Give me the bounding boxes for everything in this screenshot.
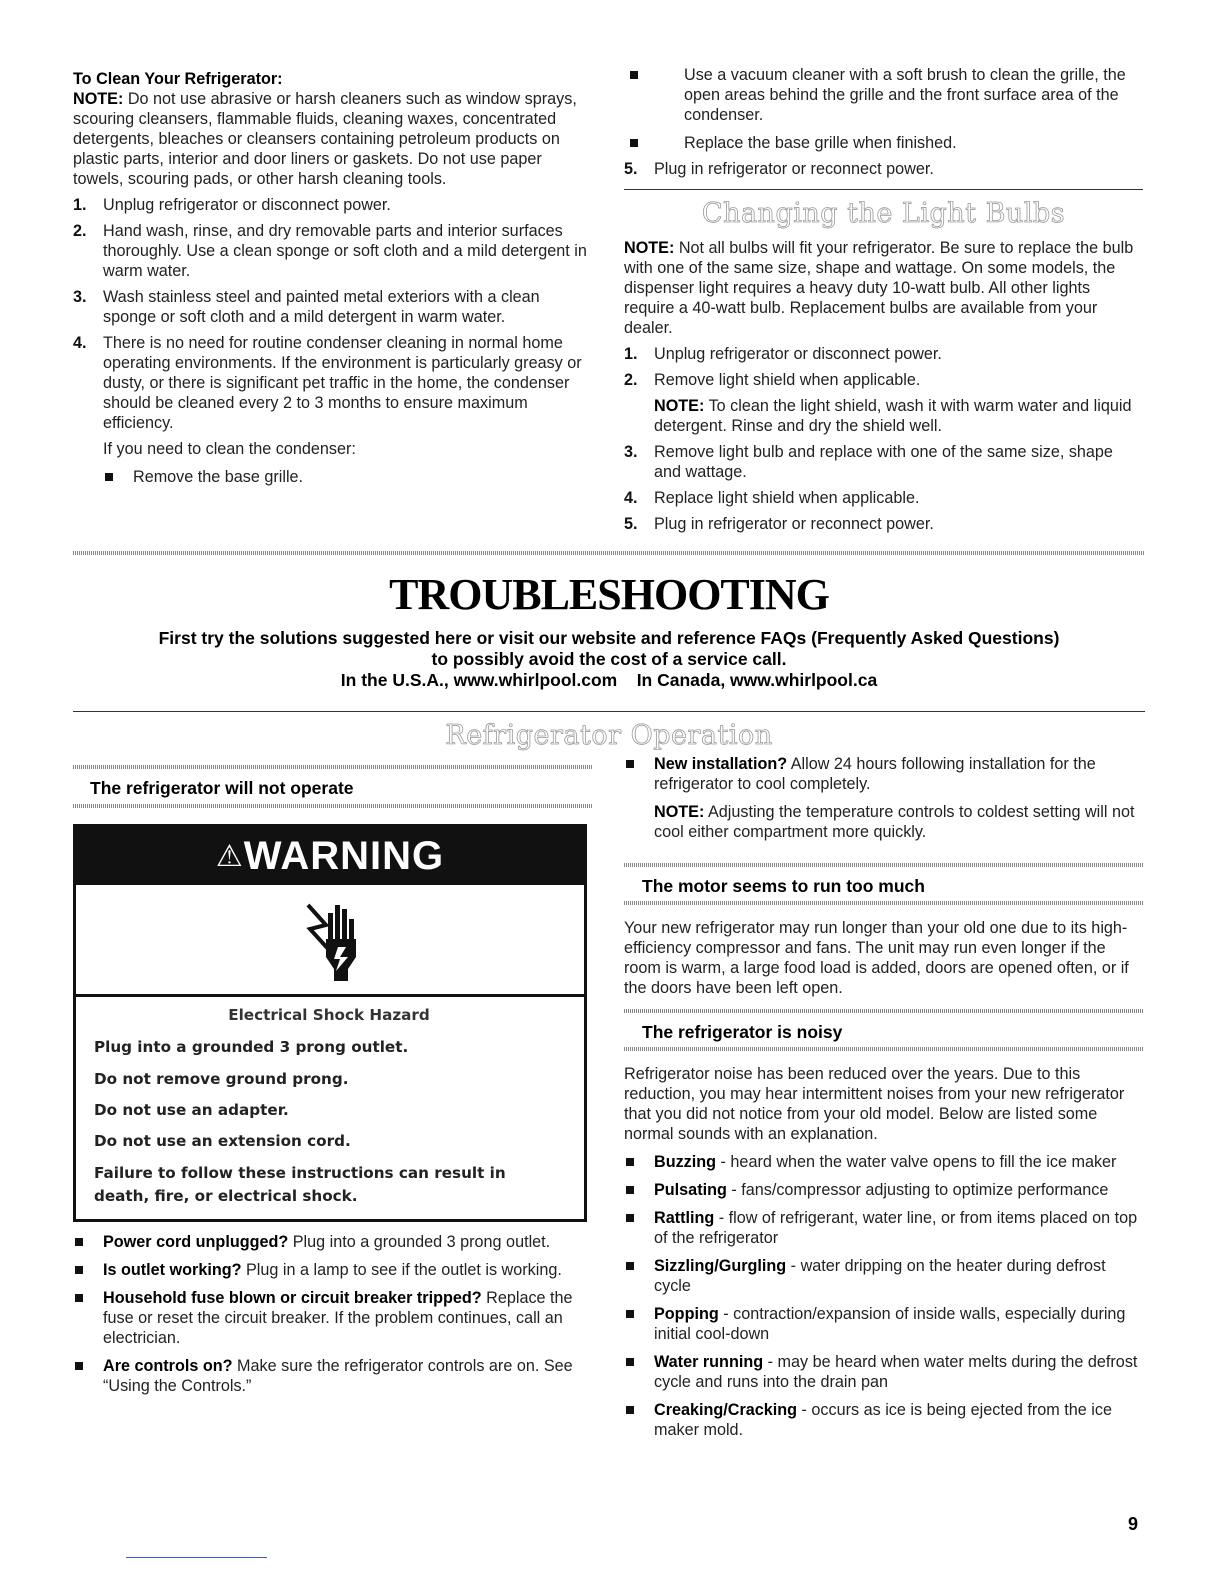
subhead-rule [624,863,1143,867]
noisy-heading: The refrigerator is noisy [642,1022,843,1042]
check-item: Is outlet working? Plug in a lamp to see if the outlet is working. [73,1260,593,1280]
clean-step-list [624,159,1144,179]
light-bulbs-title: Changing the Light Bulbs [701,198,1066,229]
warning-banner: ⚠WARNING [76,827,584,885]
new-installation [624,754,1144,842]
bulbs-step: 1. Unplug refrigerator or disconnect power. [624,345,942,363]
not-operate-checks [73,1228,593,1396]
bulbs-step: 4. Replace light shield when applicable. [624,489,920,507]
sound-item: Buzzing - heard when the water valve opens to fill the ice maker [624,1152,1144,1172]
bulbs-note: NOTE: Not all bulbs will fit your refrigerator. Be sure to replace the bulb with one of the same size, shape and wattage. On some models, the dispenser light requires a heavy duty 10-watt bulb. All other lights require a 40-watt bulb. Replacement bulbs are available from your dealer. [624,239,1134,337]
clean-section-continued [624,65,1144,179]
not-operate-heading: The refrigerator will not operate [90,778,354,798]
warning-line: Do not use an extension cord. [94,1132,351,1150]
bullet-item: Replace the base grille when finished. [624,133,1144,153]
warning-line: Plug into a grounded 3 prong outlet. [94,1038,409,1056]
sound-item: Sizzling/Gurgling - water dripping on the heater during defrost cycle [624,1256,1144,1296]
clean-step: 4. There is no need for routine condenser cleaning in normal home operating environments. If the environment is particularly greasy or dusty, or there is significant pet traffic in the home, the condenser should be cleaned every 2 to 3 months to ensure maximum efficiency. If you need to clean the condenser: Remove the base grille. [73,333,593,487]
warning-line: Do not use an adapter. [94,1101,289,1119]
bulbs-step2-note: NOTE: To clean the light shield, wash it with warm water and liquid detergent. Rinse and dry the shield well. [654,397,1132,435]
footer-rule [126,1557,267,1558]
check-item: New installation? Allow 24 hours following installation for the refrigerator to cool completely. [624,754,1144,794]
section-divider [624,189,1143,190]
subhead-rule [624,901,1143,905]
electrical-shock-icon [304,899,364,983]
bulbs-step: 2. Remove light shield when applicable. NOTE: To clean the light shield, wash it with warm water and liquid detergent. Rinse and dry the shield well. [624,370,1144,436]
intro-line: First try the solutions suggested here or visit our website and reference FAQs (Frequently Asked Questions) [158,628,1060,648]
clean-steps [73,195,593,487]
sound-item: Pulsating - fans/compressor adjusting to optimize performance [624,1180,1144,1200]
page-number: 9 [1128,1514,1139,1534]
clean-section [73,69,593,487]
section-divider-hatched [73,551,1145,555]
clean-heading: To Clean Your Refrigerator: [73,70,283,88]
refrigerator-operation-title: Refrigerator Operation [445,720,773,751]
intro-line: In the U.S.A., www.whirlpool.com In Canada, www.whirlpool.ca [340,670,878,690]
bulbs-steps [624,344,1144,534]
motor-heading: The motor seems to run too much [642,876,925,896]
troubleshooting-intro [73,628,1145,691]
hazard-title: Electrical Shock Hazard [228,1006,430,1024]
warning-divider [76,994,584,997]
condenser-subtext: If you need to clean the condenser: [103,440,356,458]
intro-line: to possibly avoid the cost of a service call. [431,649,787,669]
motor-text: Your new refrigerator may run longer than your old one due to its high-efficiency compressor and fans. The unit may run even longer if the room is warm, a large food load is added, doors are opened often, or if the doors have been left open. [624,919,1129,997]
light-bulbs-section [624,238,1144,534]
check-item: Power cord unplugged? Plug into a grounded 3 prong outlet. [73,1232,593,1252]
subhead-rule [73,765,593,769]
warning-text [94,1005,564,1208]
sound-item: Popping - contraction/expansion of inside walls, especially during initial cool-down [624,1304,1144,1344]
subhead-rule [624,1009,1143,1013]
sound-item: Water running - may be heard when water melts during the defrost cycle and runs into the drain pan [624,1352,1144,1392]
sound-item: Rattling - flow of refrigerant, water line, or from items placed on top of the refrigerator [624,1208,1144,1248]
clean-step: 5. Plug in refrigerator or reconnect power. [624,160,934,178]
clean-note: NOTE: Do not use abrasive or harsh cleaners such as window sprays, scouring cleansers, flammable fluids, cleaning waxes, concentrated detergents, bleaches or cleansers containing petroleum products on plastic parts, interior and door liners or gaskets. Do not use paper towels, scouring pads, or other harsh cleaning tools. [73,90,577,188]
clean-step: 2. Hand wash, rinse, and dry removable parts and interior surfaces thoroughly. Use a clean sponge or soft cloth and a mild detergent in warm water. [73,222,587,280]
noisy-text: Refrigerator noise has been reduced over the years. Due to this reduction, you may hear intermittent noises from your new refrigerator that you did not notice from your old model. Below are listed some normal sounds with an explanation. [624,1065,1125,1143]
warning-line: Failure to follow these instructions can result in death, fire, or electrical shock. [94,1164,506,1205]
warning-triangle-icon: ⚠ [215,840,244,873]
check-item: Household fuse blown or circuit breaker tripped? Replace the fuse or reset the circuit breaker. If the problem continues, call an electrician. [73,1288,593,1348]
warning-line: Do not remove ground prong. [94,1070,349,1088]
bullet-item: Remove the base grille. [103,467,593,487]
section-divider [73,711,1145,712]
clean-step: 3. Wash stainless steel and painted metal exteriors with a clean sponge or soft cloth and a mild detergent in warm water. [73,288,540,326]
warning-box [73,824,587,1222]
bulbs-step: 3. Remove light bulb and replace with one of the same size, shape and wattage. [624,443,1113,481]
clean-step: 1. Unplug refrigerator or disconnect power. [73,196,391,214]
subhead-rule [624,1047,1143,1051]
check-item: Are controls on? Make sure the refrigerator controls are on. See “Using the Controls.” [73,1356,593,1396]
subhead-rule [73,804,593,808]
noisy-section [624,1064,1144,1440]
troubleshooting-title: TROUBLESHOOTING [389,570,829,619]
bulbs-step: 5. Plug in refrigerator or reconnect power. [624,515,934,533]
new-install-note: NOTE: Adjusting the temperature controls to coldest setting will not cool either compartment more quickly. [654,803,1135,841]
bullet-item: Use a vacuum cleaner with a soft brush to clean the grille, the open areas behind the grille and the front surface area of the condenser. [624,65,1144,125]
sound-item: Creaking/Cracking - occurs as ice is being ejected from the ice maker mold. [624,1400,1144,1440]
